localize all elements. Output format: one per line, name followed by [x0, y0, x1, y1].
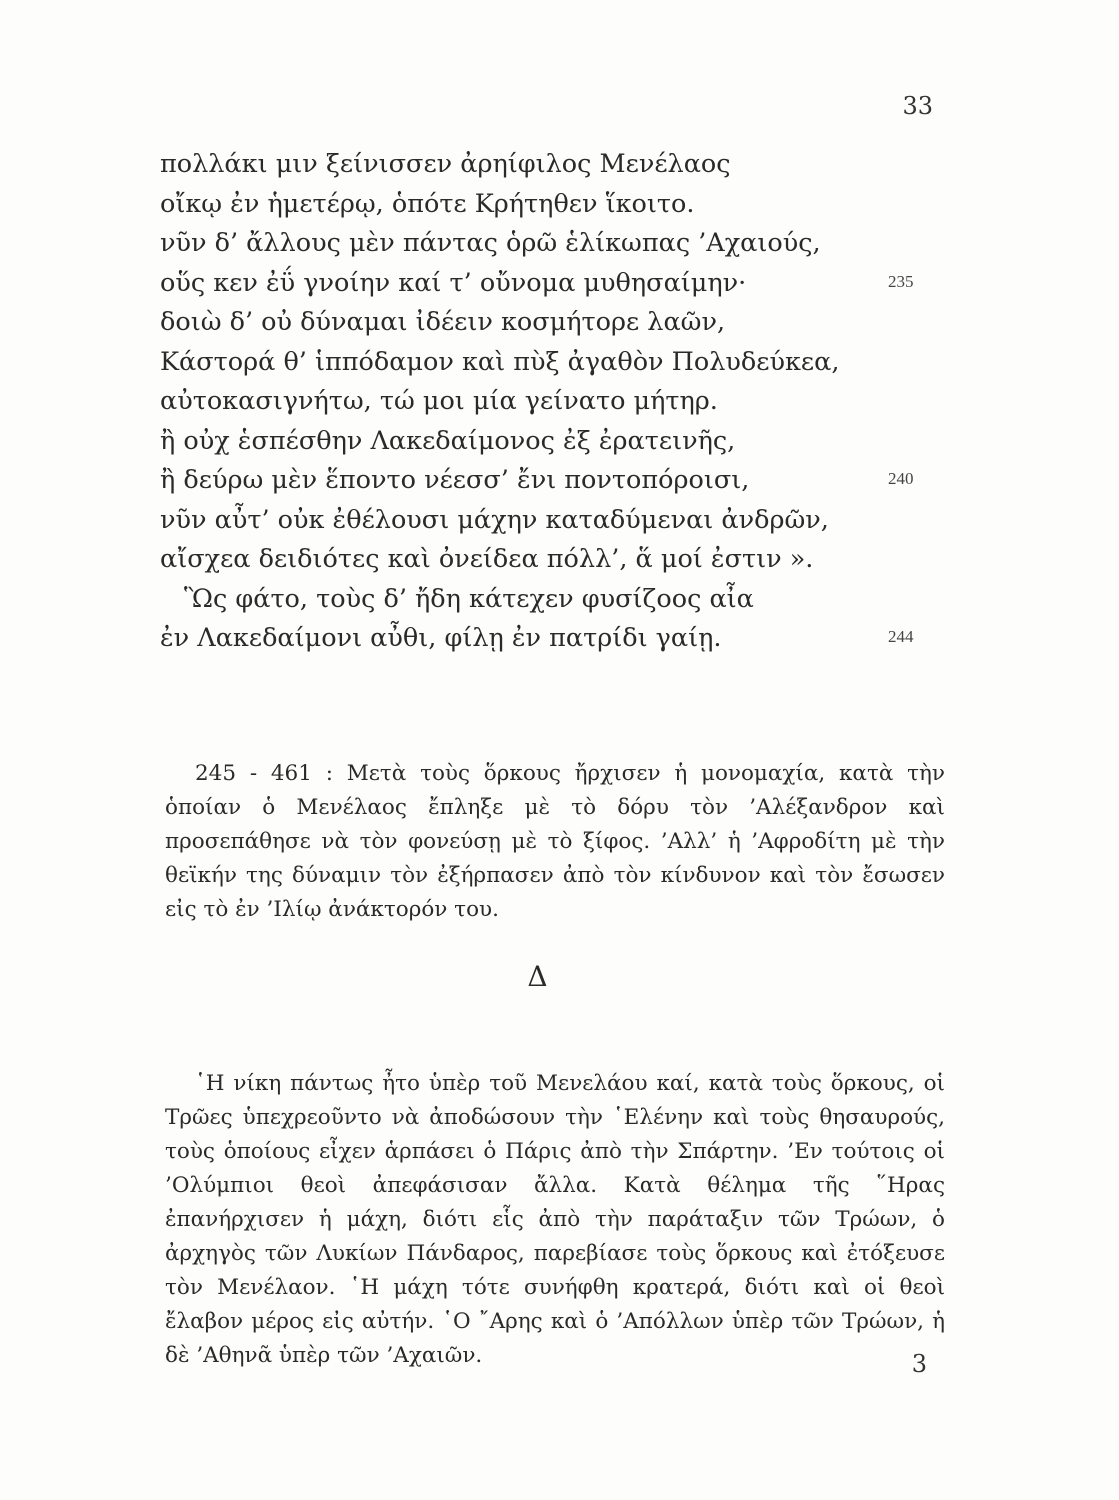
verse-text: ἢ οὐχ ἑσπέσθην Λακεδαίμονος ἐξ ἐρατεινῆς,: [160, 425, 736, 456]
verse-line: [160, 343, 920, 383]
verse-text: Ὣς φάτο, τοὺς δ’ ἤδη κάτεχεν φυσίζοος αἶα: [184, 583, 754, 614]
verse-text: νῦν δ’ ἄλλους μὲν πάντας ὁρῶ ἑλίκωπας ’Αχαιούς,: [160, 228, 821, 258]
signature-mark: 3: [911, 1350, 927, 1378]
line-number: 235: [888, 271, 914, 291]
verse-line: [160, 145, 920, 185]
verse-line: [160, 422, 920, 462]
verse-text: δοιὼ δ’ οὐ δύναμαι ἰδέειν κοσμήτορε λαῶν,: [160, 307, 726, 337]
verse-line: [160, 540, 920, 580]
verse-line: [160, 580, 920, 620]
verse-line: [160, 185, 920, 225]
page-number: 33: [902, 92, 933, 120]
verse-text: αἴσχεα δειδιότες καὶ ὀνείδεα πόλλ’, ἅ μοί ἐστιν ».: [160, 544, 814, 574]
verse-line: [160, 264, 920, 304]
verse-line: [160, 224, 920, 264]
section-heading: [0, 960, 1119, 993]
verse-text: οὕς κεν ἐΰ γνοίην καί τ’ οὔνομα μυθησαίμην·: [160, 267, 747, 298]
verse-text: αὐτοκασιγνήτω, τώ μοι μία γείνατο μήτηρ.: [160, 386, 718, 416]
summary-paragraph: 245 - 461 : Μετὰ τοὺς ὅρκους ἤρχισεν ἡ μονομαχία, κατὰ τὴν ὁποίαν ὁ Μενέλαος ἔπληξε μὲ τὸ δόρυ τὸν ’Αλέξανδρον καὶ προσεπάθησε νὰ τὸν φονεύσῃ μὲ τὸ ξίφος. ’Αλλ’ ἡ ’Αφροδίτη μὲ τὴν θεϊκήν της δύναμιν τὸν ἐξήρπασεν ἀπὸ τὸν κίνδυνον καὶ τὸν ἔσωσεν εἰς τὸ ἐν ’Ιλίῳ ἀνάκτορόν του.: [165, 760, 945, 922]
verse-text: πολλάκι μιν ξείνισσεν ἀρηίφιλος Μενέλαος: [160, 149, 731, 179]
verse-line: [160, 501, 920, 541]
verse-block: [160, 145, 920, 659]
verse-line: [160, 303, 920, 343]
line-number: 244: [888, 627, 914, 646]
verse-line: [160, 619, 920, 659]
verse-line: [160, 382, 920, 422]
verse-text: νῦν αὖτ’ οὐκ ἐθέλουσι μάχην καταδύμεναι ἀνδρῶν,: [160, 504, 829, 535]
verse-text: ἢ δεύρω μὲν ἕποντο νέεσσ’ ἔνι ποντοπόροισι,: [160, 465, 750, 495]
verse-text: οἴκῳ ἐν ἡμετέρῳ, ὁπότε Κρήτηθεν ἵκοιτο.: [160, 188, 695, 219]
line-number: 240: [888, 469, 914, 488]
verse-text: Κάστορά θ’ ἱππόδαμον καὶ πὺξ ἀγαθὸν Πολυδεύκεα,: [160, 346, 840, 377]
intro-paragraph: ῾Η νίκη πάντως ἦτο ὑπὲρ τοῦ Μενελάου καί, κατὰ τοὺς ὅρκους, οἱ Τρῶες ὑπεχρεοῦντο νὰ ἀποδώσουν τὴν ῾Ελένην καὶ τοὺς θησαυρούς, τοὺς ὁποίους εἶχεν ἁρπάσει ὁ Πάρις ἀπὸ τὴν Σπάρτην. ’Εν τούτοις οἱ ’Ολύμπιοι θεοὶ ἀπεφάσισαν ἄλλα. Κατὰ θέλημα τῆς ῞Ηρας ἐπανήρχισεν ἡ μάχη, διότι εἷς ἀπὸ τὴν παράταξιν τῶν Τρώων, ὁ ἀρχηγὸς τῶν Λυκίων Πάνδαρος, παρεβίασε τοὺς ὅρκους καὶ ἐτόξευσε τὸν Μενέλαον. ῾Η μάχη τότε συνήφθη κρατερά, διότι καὶ οἱ θεοὶ ἔλαβον μέρος εἰς αὐτήν. ῾Ο ῎Αρης καὶ ὁ ’Απόλλων ὑπὲρ τῶν Τρώων, ἡ δὲ ’Αθηνᾶ ὑπὲρ τῶν ’Αχαιῶν.: [165, 1070, 945, 1368]
verse-text: ἐν Λακεδαίμονι αὖθι, φίλῃ ἐν πατρίδι γαίῃ.: [160, 623, 722, 653]
section-letter: Δ: [527, 960, 548, 993]
verse-line: [160, 461, 920, 501]
